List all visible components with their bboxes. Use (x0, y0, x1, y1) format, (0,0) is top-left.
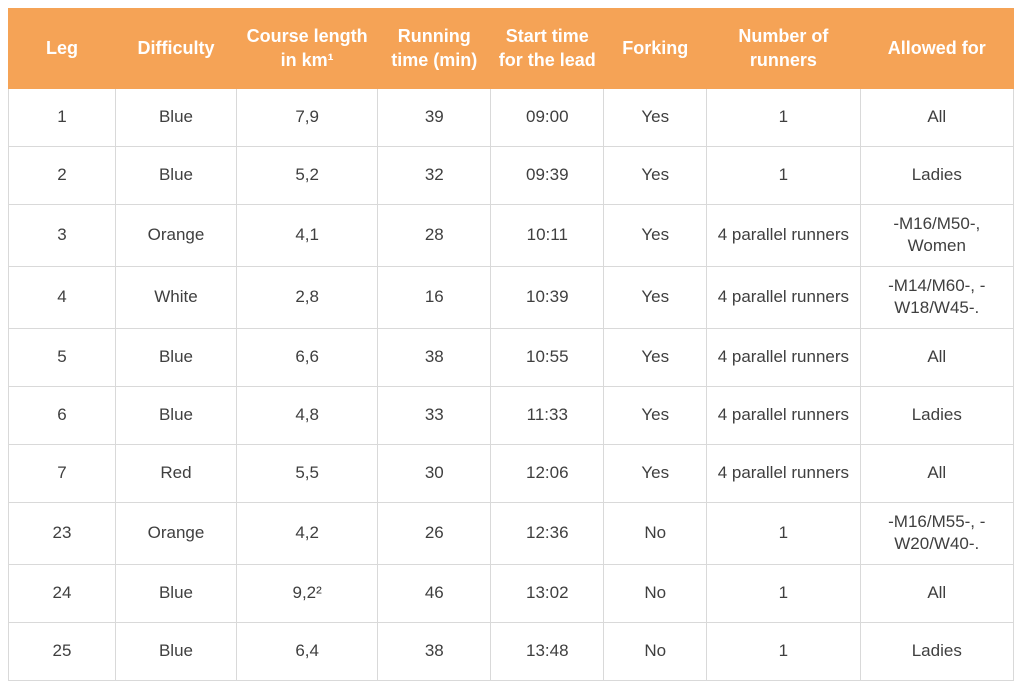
table-row (9, 622, 1014, 680)
cell-course-length: 2,8 (237, 266, 378, 328)
cell-allowed-for: -M16/M50-, Women (860, 205, 1013, 267)
cell-start-time: 09:00 (491, 89, 604, 147)
cell-running-time: 38 (378, 622, 491, 680)
cell-leg: 23 (9, 502, 116, 564)
cell-running-time: 28 (378, 205, 491, 267)
cell-allowed-for: Ladies (860, 622, 1013, 680)
cell-running-time: 46 (378, 564, 491, 622)
table-body (9, 89, 1014, 681)
table-row (9, 266, 1014, 328)
header-row (9, 9, 1014, 89)
cell-forking: Yes (604, 328, 707, 386)
table-row (9, 386, 1014, 444)
table-row (9, 205, 1014, 267)
cell-difficulty: Orange (115, 502, 236, 564)
cell-course-length: 4,2 (237, 502, 378, 564)
cell-forking: Yes (604, 147, 707, 205)
cell-start-time: 10:55 (491, 328, 604, 386)
cell-running-time: 32 (378, 147, 491, 205)
cell-number-of-runners: 1 (707, 502, 860, 564)
cell-difficulty: Blue (115, 147, 236, 205)
cell-number-of-runners: 4 parallel runners (707, 386, 860, 444)
cell-start-time: 12:06 (491, 444, 604, 502)
cell-difficulty: Blue (115, 564, 236, 622)
column-header-number-of-runners: Number of runners (707, 9, 860, 89)
column-header-difficulty: Difficulty (115, 9, 236, 89)
cell-allowed-for: Ladies (860, 386, 1013, 444)
cell-leg: 1 (9, 89, 116, 147)
cell-number-of-runners: 1 (707, 564, 860, 622)
table-header (9, 9, 1014, 89)
column-header-forking: Forking (604, 9, 707, 89)
cell-difficulty: Red (115, 444, 236, 502)
cell-forking: Yes (604, 205, 707, 267)
cell-number-of-runners: 1 (707, 622, 860, 680)
cell-number-of-runners: 1 (707, 89, 860, 147)
cell-leg: 25 (9, 622, 116, 680)
cell-course-length: 7,9 (237, 89, 378, 147)
cell-forking: Yes (604, 444, 707, 502)
cell-leg: 24 (9, 564, 116, 622)
cell-running-time: 26 (378, 502, 491, 564)
table-row (9, 502, 1014, 564)
cell-course-length: 5,2 (237, 147, 378, 205)
cell-start-time: 12:36 (491, 502, 604, 564)
cell-course-length: 4,8 (237, 386, 378, 444)
cell-number-of-runners: 4 parallel runners (707, 205, 860, 267)
cell-difficulty: Blue (115, 622, 236, 680)
cell-course-length: 9,2² (237, 564, 378, 622)
cell-start-time: 10:39 (491, 266, 604, 328)
table-row (9, 89, 1014, 147)
cell-running-time: 33 (378, 386, 491, 444)
cell-forking: Yes (604, 386, 707, 444)
cell-leg: 3 (9, 205, 116, 267)
cell-allowed-for: All (860, 564, 1013, 622)
cell-leg: 4 (9, 266, 116, 328)
cell-forking: No (604, 564, 707, 622)
cell-number-of-runners: 1 (707, 147, 860, 205)
cell-course-length: 5,5 (237, 444, 378, 502)
table-row (9, 328, 1014, 386)
cell-allowed-for: All (860, 89, 1013, 147)
cell-start-time: 13:48 (491, 622, 604, 680)
table-row (9, 564, 1014, 622)
column-header-running-time: Running time (min) (378, 9, 491, 89)
cell-forking: Yes (604, 89, 707, 147)
cell-start-time: 10:11 (491, 205, 604, 267)
cell-forking: No (604, 622, 707, 680)
cell-allowed-for: All (860, 328, 1013, 386)
cell-difficulty: White (115, 266, 236, 328)
cell-difficulty: Orange (115, 205, 236, 267)
cell-running-time: 39 (378, 89, 491, 147)
cell-number-of-runners: 4 parallel runners (707, 328, 860, 386)
cell-running-time: 16 (378, 266, 491, 328)
cell-allowed-for: -M16/M55-, -W20/W40-. (860, 502, 1013, 564)
cell-difficulty: Blue (115, 89, 236, 147)
cell-allowed-for: -M14/M60-, -W18/W45-. (860, 266, 1013, 328)
cell-allowed-for: Ladies (860, 147, 1013, 205)
cell-course-length: 6,6 (237, 328, 378, 386)
column-header-start-time: Start time for the lead (491, 9, 604, 89)
cell-running-time: 38 (378, 328, 491, 386)
column-header-course-length: Course length in km¹ (237, 9, 378, 89)
cell-forking: No (604, 502, 707, 564)
cell-course-length: 4,1 (237, 205, 378, 267)
cell-start-time: 11:33 (491, 386, 604, 444)
cell-difficulty: Blue (115, 328, 236, 386)
cell-leg: 2 (9, 147, 116, 205)
cell-difficulty: Blue (115, 386, 236, 444)
column-header-leg: Leg (9, 9, 116, 89)
cell-leg: 6 (9, 386, 116, 444)
legs-table (8, 8, 1014, 681)
cell-forking: Yes (604, 266, 707, 328)
cell-start-time: 09:39 (491, 147, 604, 205)
cell-leg: 5 (9, 328, 116, 386)
column-header-allowed-for: Allowed for (860, 9, 1013, 89)
cell-start-time: 13:02 (491, 564, 604, 622)
cell-course-length: 6,4 (237, 622, 378, 680)
table-row (9, 444, 1014, 502)
cell-number-of-runners: 4 parallel runners (707, 266, 860, 328)
cell-number-of-runners: 4 parallel runners (707, 444, 860, 502)
cell-running-time: 30 (378, 444, 491, 502)
table-row (9, 147, 1014, 205)
cell-leg: 7 (9, 444, 116, 502)
cell-allowed-for: All (860, 444, 1013, 502)
